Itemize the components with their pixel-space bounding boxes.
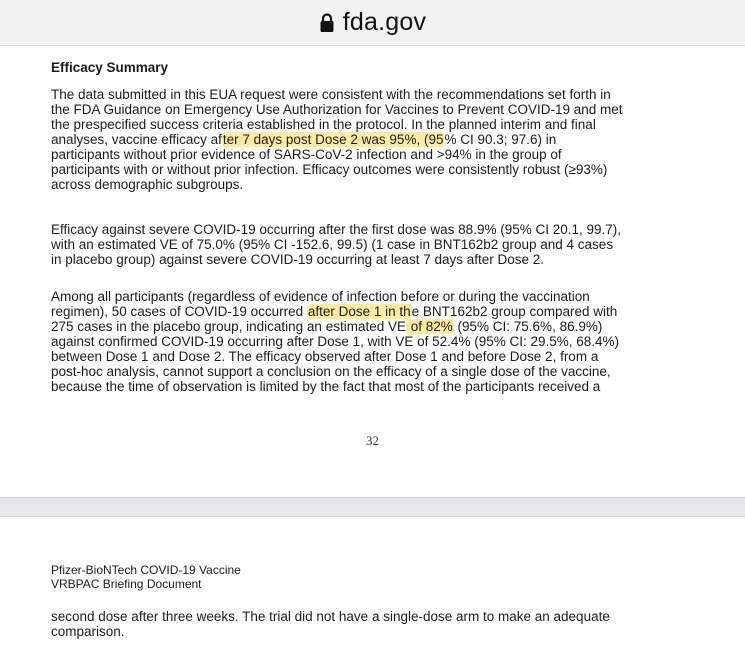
text-segment: % CI 90.3; 97.6) in [444,132,557,147]
text-line: in placebo group) against severe COVID-19 occurring at least 7 days after Dose 2. [51,252,545,267]
document-header [51,563,241,591]
text-segment: analyses, vaccine efficacy af [51,132,222,147]
text-line: with an estimated VE of 75.0% (95% CI -152.6, 99.5) (1 case in BNT162b2 group and 4 cases [51,237,614,252]
paragraph-efficacy-summary [51,87,676,192]
paragraph-continuation [51,609,676,639]
text-segment: 275 cases in the placebo group, indicating an estimated VE [51,319,406,334]
text-line: second dose after three weeks. The trial did not have a single-dose arm to make an adequate [51,609,610,624]
document-page-1 [0,47,745,497]
text-line [51,319,676,334]
text-segment: (95% CI: 75.6%, 86.9%) [453,319,603,334]
highlighted-text: after Dose 1 in th [307,304,411,319]
page-number: 32 [366,433,379,448]
text-line: comparison. [51,624,125,639]
highlighted-text: of 82% [406,319,453,334]
text-line: post-hoc analysis, cannot support a conclusion on the efficacy of a single dose of the vaccine, [51,364,611,379]
text-line: because the time of observation is limited by the fact that most of the participants received a [51,379,601,394]
text-line: the prespecified success criteria established in the protocol. In the planned interim and final [51,117,596,132]
highlighted-text: ter 7 days post Dose 2 was 95%, (95 [222,132,444,147]
text-line: participants without prior evidence of SARS-CoV-2 infection and >94% in the group of [51,147,562,162]
url-text: fda.gov [342,8,427,36]
document-page-2 [0,517,745,655]
text-line: against confirmed COVID-19 occurring after Dose 1, with VE of 52.4% (95% CI: 29.5%, 68.4%) [51,334,620,349]
paragraph-all-participants [51,289,676,394]
text-line: Efficacy against severe COVID-19 occurring after the first dose was 88.9% (95% CI 20.1, 99.7), [51,222,622,237]
text-line: Among all participants (regardless of evidence of infection before or during the vaccination [51,289,590,304]
lock-icon [319,13,335,33]
text-line: the FDA Guidance on Emergency Use Authorization for Vaccines to Prevent COVID-19 and met [51,102,623,117]
text-line [51,132,676,147]
browser-address-bar[interactable] [0,0,745,46]
section-heading: Efficacy Summary [51,60,169,75]
header-line: VRBPAC Briefing Document [51,577,202,591]
text-segment: regimen), 50 cases of COVID-19 occurred [51,304,307,319]
text-segment: e BNT162b2 group compared with [411,304,618,319]
text-line: between Dose 1 and Dose 2. The efficacy observed after Dose 1 and before Dose 2, from a [51,349,599,364]
paragraph-severe-covid [51,222,676,267]
text-line: across demographic subgroups. [51,177,244,192]
text-line [51,304,676,319]
page-separator [0,497,745,517]
text-line: The data submitted in this EUA request were consistent with the recommendations set forth in [51,87,611,102]
url-display[interactable] [319,8,426,37]
header-line: Pfizer-BioNTech COVID-19 Vaccine [51,563,241,577]
text-line: participants with or without prior infection. Efficacy outcomes were consistently robust (≥93%) [51,162,608,177]
